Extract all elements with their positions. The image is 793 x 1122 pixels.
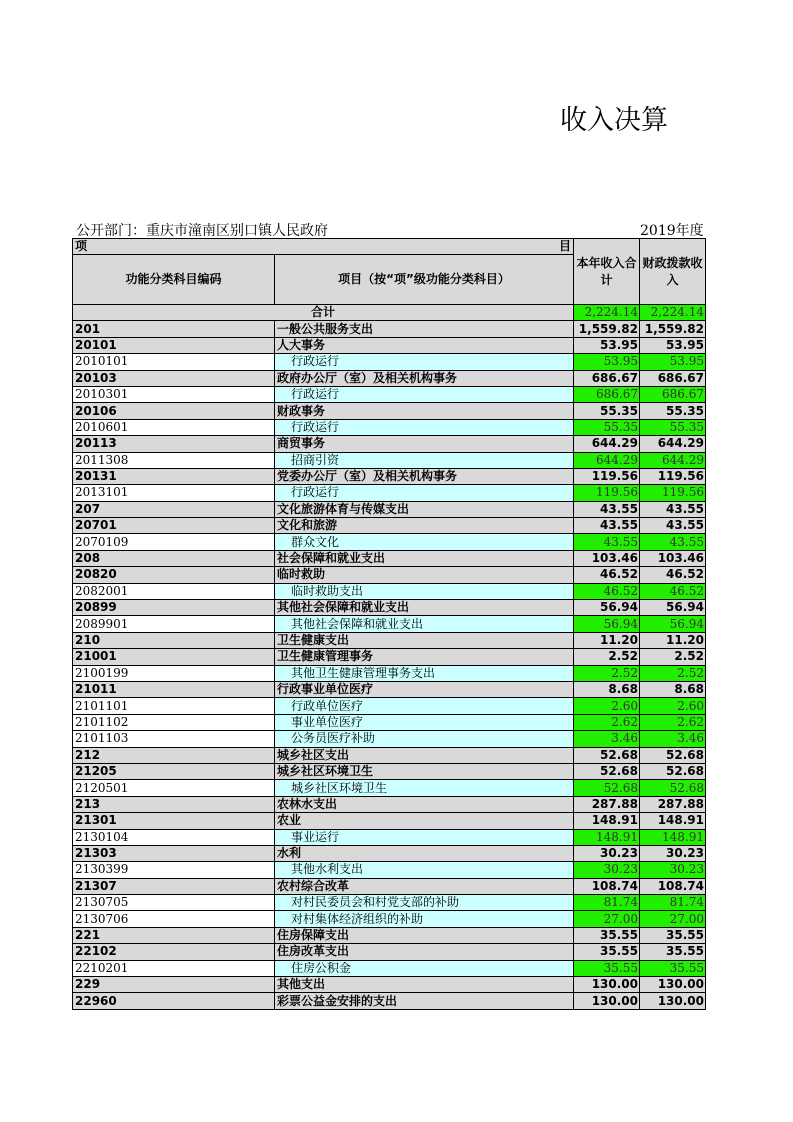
row-fiscal: 53.95 <box>640 354 706 370</box>
row-income: 81.74 <box>574 895 640 911</box>
row-fiscal: 686.67 <box>640 386 706 402</box>
row-income: 3.46 <box>574 731 640 747</box>
row-income: 56.94 <box>574 616 640 632</box>
row-income: 1,559.82 <box>574 321 640 337</box>
table-row <box>73 977 706 993</box>
row-code: 208 <box>73 550 275 566</box>
row-code: 20103 <box>73 370 275 386</box>
row-code: 20899 <box>73 600 275 616</box>
row-code: 22960 <box>73 993 275 1009</box>
row-code: 21303 <box>73 845 275 861</box>
table-row <box>73 747 706 763</box>
row-code: 2100199 <box>73 665 275 681</box>
row-income: 30.23 <box>574 845 640 861</box>
row-code: 207 <box>73 501 275 517</box>
row-code: 21301 <box>73 813 275 829</box>
row-name: 农林水支出 <box>275 796 574 812</box>
item-header-right: 目 <box>558 239 571 253</box>
row-fiscal: 43.55 <box>640 518 706 534</box>
row-name: 卫生健康管理事务 <box>275 649 574 665</box>
row-fiscal: 46.52 <box>640 583 706 599</box>
table-row <box>73 649 706 665</box>
table-row <box>73 567 706 583</box>
row-income: 43.55 <box>574 534 640 550</box>
table-row <box>73 895 706 911</box>
table-row <box>73 386 706 402</box>
row-name: 卫生健康支出 <box>275 632 574 648</box>
row-name: 临时救助 <box>275 567 574 583</box>
row-code: 2130705 <box>73 895 275 911</box>
income-table <box>72 238 706 1010</box>
row-name: 其他社会保障和就业支出 <box>275 616 574 632</box>
row-code: 21011 <box>73 681 275 697</box>
row-income: 686.67 <box>574 386 640 402</box>
table-row <box>73 927 706 943</box>
table-row <box>73 403 706 419</box>
table-row <box>73 354 706 370</box>
row-code: 210 <box>73 632 275 648</box>
row-name: 行政运行 <box>275 419 574 435</box>
row-code: 2013101 <box>73 485 275 501</box>
table-row <box>73 468 706 484</box>
row-income: 130.00 <box>574 977 640 993</box>
row-income: 52.68 <box>574 780 640 796</box>
row-name: 行政运行 <box>275 386 574 402</box>
row-code: 2120501 <box>73 780 275 796</box>
row-income: 35.55 <box>574 927 640 943</box>
row-fiscal: 130.00 <box>640 977 706 993</box>
row-fiscal: 119.56 <box>640 468 706 484</box>
row-income: 43.55 <box>574 501 640 517</box>
row-fiscal: 35.55 <box>640 960 706 976</box>
row-income: 2.62 <box>574 714 640 730</box>
total-label: 合计 <box>73 305 574 321</box>
row-income: 148.91 <box>574 813 640 829</box>
row-fiscal: 644.29 <box>640 452 706 468</box>
row-fiscal: 148.91 <box>640 813 706 829</box>
table-row <box>73 583 706 599</box>
row-name: 商贸事务 <box>275 436 574 452</box>
row-fiscal: 81.74 <box>640 895 706 911</box>
row-fiscal: 52.68 <box>640 763 706 779</box>
table-row <box>73 993 706 1009</box>
row-income: 2.52 <box>574 665 640 681</box>
table-row <box>73 501 706 517</box>
row-name: 文化旅游体育与传媒支出 <box>275 501 574 517</box>
row-income: 46.52 <box>574 583 640 599</box>
table-row <box>73 845 706 861</box>
row-name: 行政事业单位医疗 <box>275 681 574 697</box>
row-income: 11.20 <box>574 632 640 648</box>
row-code: 2101102 <box>73 714 275 730</box>
item-header-left: 项 <box>75 239 88 253</box>
row-code: 213 <box>73 796 275 812</box>
row-name: 一般公共服务支出 <box>275 321 574 337</box>
row-code: 2210201 <box>73 960 275 976</box>
row-code: 2130104 <box>73 829 275 845</box>
row-income: 644.29 <box>574 436 640 452</box>
table-row <box>73 829 706 845</box>
row-name: 对村集体经济组织的补助 <box>275 911 574 927</box>
row-name: 彩票公益金安排的支出 <box>275 993 574 1009</box>
row-code: 2101101 <box>73 698 275 714</box>
row-name: 其他支出 <box>275 977 574 993</box>
row-fiscal: 55.35 <box>640 419 706 435</box>
row-fiscal: 52.68 <box>640 747 706 763</box>
row-fiscal: 30.23 <box>640 862 706 878</box>
row-code: 201 <box>73 321 275 337</box>
table-row <box>73 632 706 648</box>
row-code: 221 <box>73 927 275 943</box>
row-name: 住房保障支出 <box>275 927 574 943</box>
row-fiscal: 43.55 <box>640 534 706 550</box>
row-name: 行政单位医疗 <box>275 698 574 714</box>
row-name: 住房公积金 <box>275 960 574 976</box>
row-income: 130.00 <box>574 993 640 1009</box>
row-name: 住房改革支出 <box>275 944 574 960</box>
row-code: 229 <box>73 977 275 993</box>
row-code: 21307 <box>73 878 275 894</box>
row-code: 20106 <box>73 403 275 419</box>
row-fiscal: 8.68 <box>640 681 706 697</box>
row-name: 水利 <box>275 845 574 861</box>
row-name: 城乡社区环境卫生 <box>275 763 574 779</box>
row-name: 行政运行 <box>275 354 574 370</box>
row-name: 群众文化 <box>275 534 574 550</box>
row-fiscal: 287.88 <box>640 796 706 812</box>
table-row <box>73 960 706 976</box>
row-fiscal: 644.29 <box>640 436 706 452</box>
row-name: 文化和旅游 <box>275 518 574 534</box>
row-income: 108.74 <box>574 878 640 894</box>
row-code: 20101 <box>73 337 275 353</box>
row-income: 53.95 <box>574 354 640 370</box>
row-code: 2070109 <box>73 534 275 550</box>
row-fiscal: 30.23 <box>640 845 706 861</box>
table-row <box>73 616 706 632</box>
row-income: 56.94 <box>574 600 640 616</box>
row-code: 2082001 <box>73 583 275 599</box>
row-fiscal: 2.52 <box>640 665 706 681</box>
table-row <box>73 813 706 829</box>
table-row <box>73 518 706 534</box>
row-income: 2.60 <box>574 698 640 714</box>
row-fiscal: 52.68 <box>640 780 706 796</box>
name-column-header: 项目（按“项”级功能分类科目） <box>275 255 574 305</box>
row-name: 城乡社区支出 <box>275 747 574 763</box>
row-fiscal: 53.95 <box>640 337 706 353</box>
row-name: 其他卫生健康管理事务支出 <box>275 665 574 681</box>
row-income: 148.91 <box>574 829 640 845</box>
table-row <box>73 698 706 714</box>
row-fiscal: 46.52 <box>640 567 706 583</box>
table-row <box>73 419 706 435</box>
income-column-header: 本年收入合计 <box>574 239 640 305</box>
row-fiscal: 2.52 <box>640 649 706 665</box>
row-code: 2130706 <box>73 911 275 927</box>
table-row <box>73 763 706 779</box>
row-fiscal: 56.94 <box>640 616 706 632</box>
row-income: 644.29 <box>574 452 640 468</box>
row-name: 事业单位医疗 <box>275 714 574 730</box>
row-fiscal: 2.62 <box>640 714 706 730</box>
row-name: 行政运行 <box>275 485 574 501</box>
row-fiscal: 130.00 <box>640 993 706 1009</box>
row-fiscal: 11.20 <box>640 632 706 648</box>
row-name: 政府办公厅（室）及相关机构事务 <box>275 370 574 386</box>
row-name: 社会保障和就业支出 <box>275 550 574 566</box>
row-name: 公务员医疗补助 <box>275 731 574 747</box>
row-code: 21205 <box>73 763 275 779</box>
row-income: 27.00 <box>574 911 640 927</box>
table-row <box>73 862 706 878</box>
table-row <box>73 944 706 960</box>
row-income: 55.35 <box>574 419 640 435</box>
total-row <box>73 305 706 321</box>
row-income: 52.68 <box>574 763 640 779</box>
table-row <box>73 780 706 796</box>
table-row <box>73 796 706 812</box>
row-fiscal: 43.55 <box>640 501 706 517</box>
row-fiscal: 108.74 <box>640 878 706 894</box>
row-code: 2101103 <box>73 731 275 747</box>
row-income: 43.55 <box>574 518 640 534</box>
row-income: 35.55 <box>574 960 640 976</box>
table-row <box>73 731 706 747</box>
row-name: 财政事务 <box>275 403 574 419</box>
row-income: 8.68 <box>574 681 640 697</box>
table-row <box>73 665 706 681</box>
row-fiscal: 103.46 <box>640 550 706 566</box>
row-income: 55.35 <box>574 403 640 419</box>
table-row <box>73 452 706 468</box>
row-code: 2010101 <box>73 354 275 370</box>
row-code: 2010601 <box>73 419 275 435</box>
fiscal-column-header: 财政拨款收入 <box>640 239 706 305</box>
row-name: 事业运行 <box>275 829 574 845</box>
code-column-header: 功能分类科目编码 <box>73 255 275 305</box>
row-income: 686.67 <box>574 370 640 386</box>
row-code: 2011308 <box>73 452 275 468</box>
row-fiscal: 35.55 <box>640 944 706 960</box>
row-name: 其他水利支出 <box>275 862 574 878</box>
table-row <box>73 550 706 566</box>
row-code: 20131 <box>73 468 275 484</box>
row-fiscal: 2.60 <box>640 698 706 714</box>
total-income: 2,224.14 <box>574 305 640 321</box>
row-income: 35.55 <box>574 944 640 960</box>
row-name: 人大事务 <box>275 337 574 353</box>
row-code: 2130399 <box>73 862 275 878</box>
row-code: 2089901 <box>73 616 275 632</box>
row-code: 20113 <box>73 436 275 452</box>
row-name: 招商引资 <box>275 452 574 468</box>
row-fiscal: 1,559.82 <box>640 321 706 337</box>
row-name: 临时救助支出 <box>275 583 574 599</box>
row-name: 城乡社区环境卫生 <box>275 780 574 796</box>
table-row <box>73 600 706 616</box>
department-label: 公开部门：重庆市潼南区别口镇人民政府 <box>76 223 328 239</box>
row-fiscal: 27.00 <box>640 911 706 927</box>
item-header <box>73 239 574 255</box>
total-fiscal: 2,224.14 <box>640 305 706 321</box>
row-income: 53.95 <box>574 337 640 353</box>
row-fiscal: 119.56 <box>640 485 706 501</box>
row-code: 20701 <box>73 518 275 534</box>
row-fiscal: 35.55 <box>640 927 706 943</box>
row-code: 21001 <box>73 649 275 665</box>
row-fiscal: 148.91 <box>640 829 706 845</box>
row-income: 30.23 <box>574 862 640 878</box>
row-income: 119.56 <box>574 468 640 484</box>
table-row <box>73 534 706 550</box>
row-income: 2.52 <box>574 649 640 665</box>
row-income: 46.52 <box>574 567 640 583</box>
row-income: 103.46 <box>574 550 640 566</box>
row-name: 农村综合改革 <box>275 878 574 894</box>
row-name: 党委办公厅（室）及相关机构事务 <box>275 468 574 484</box>
row-fiscal: 3.46 <box>640 731 706 747</box>
year-label: 2019年度 <box>640 223 704 239</box>
row-code: 20820 <box>73 567 275 583</box>
table-row <box>73 878 706 894</box>
row-fiscal: 686.67 <box>640 370 706 386</box>
row-code: 2010301 <box>73 386 275 402</box>
row-name: 其他社会保障和就业支出 <box>275 600 574 616</box>
row-fiscal: 56.94 <box>640 600 706 616</box>
row-income: 52.68 <box>574 747 640 763</box>
table-row <box>73 485 706 501</box>
table-row <box>73 714 706 730</box>
table-row <box>73 321 706 337</box>
row-code: 22102 <box>73 944 275 960</box>
row-code: 212 <box>73 747 275 763</box>
page-title: 收入决算 <box>560 105 668 136</box>
table-row <box>73 370 706 386</box>
header-row-top <box>73 239 706 255</box>
table-row <box>73 681 706 697</box>
table-row <box>73 436 706 452</box>
row-name: 对村民委员会和村党支部的补助 <box>275 895 574 911</box>
row-income: 287.88 <box>574 796 640 812</box>
table-row <box>73 337 706 353</box>
row-income: 119.56 <box>574 485 640 501</box>
row-name: 农业 <box>275 813 574 829</box>
table-row <box>73 911 706 927</box>
row-fiscal: 55.35 <box>640 403 706 419</box>
